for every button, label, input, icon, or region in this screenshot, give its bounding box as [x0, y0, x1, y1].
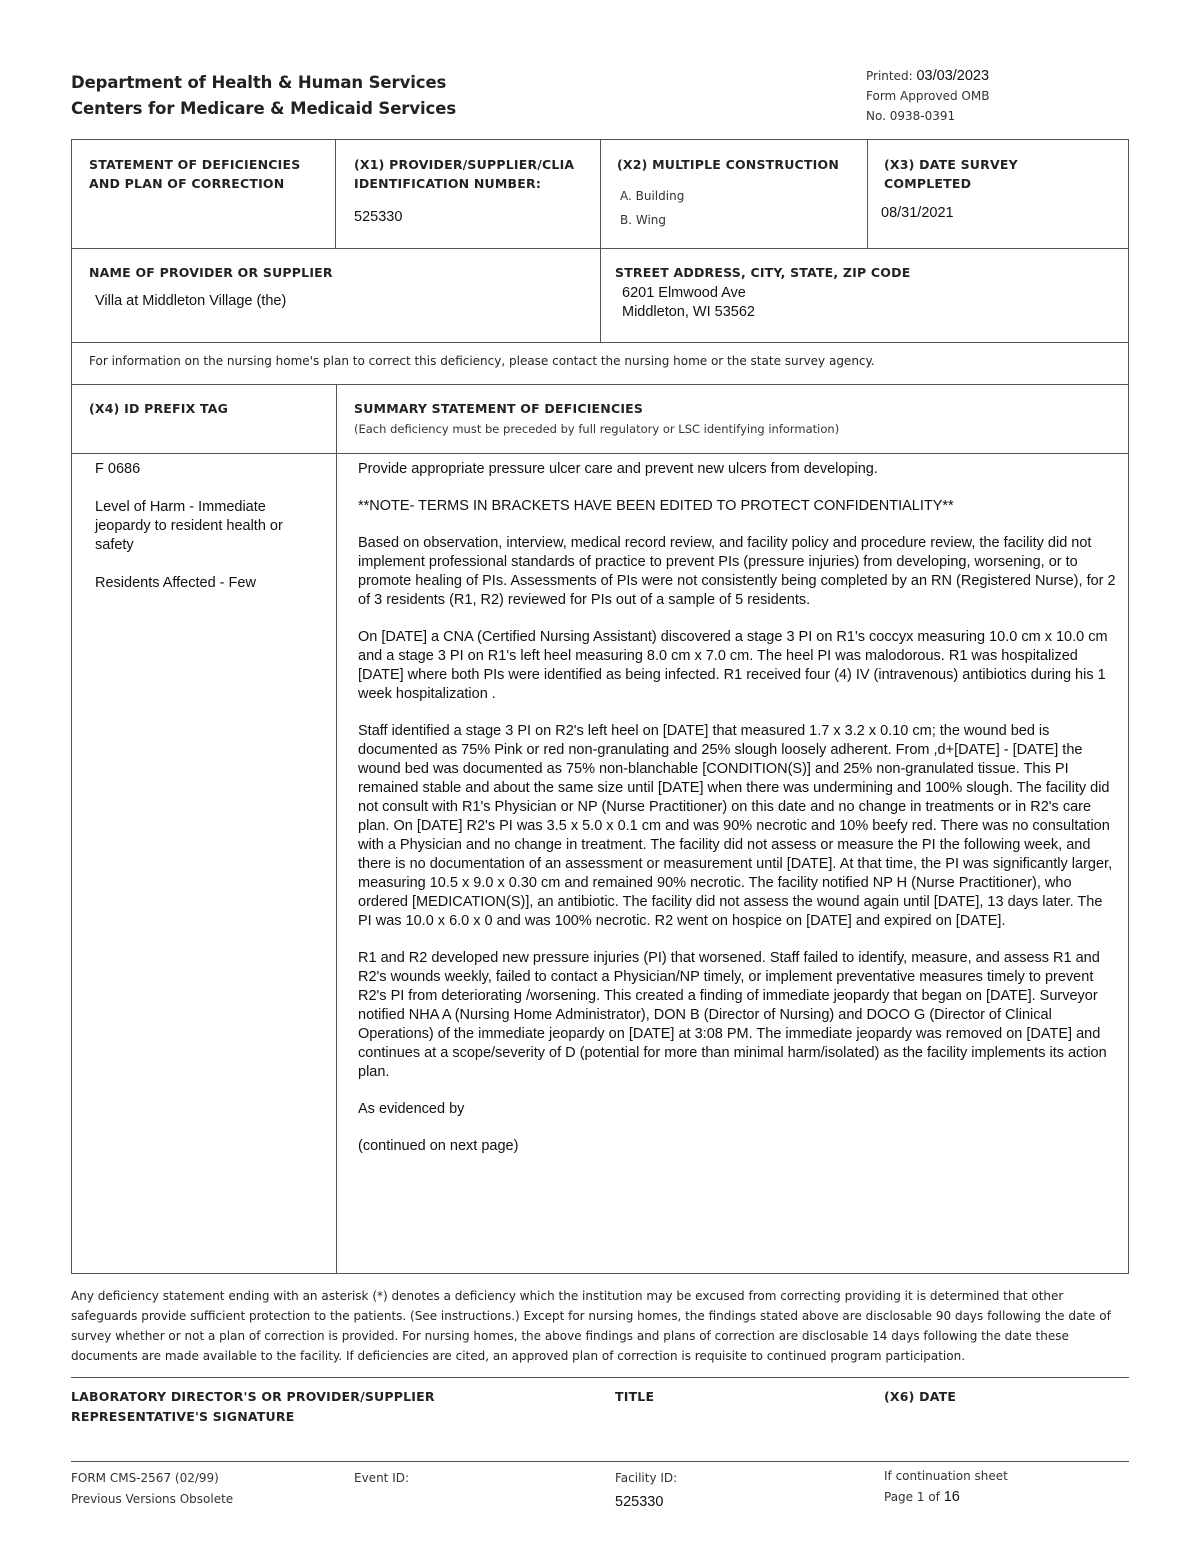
body-col-divider: [336, 384, 337, 1274]
note-divider: [71, 384, 1129, 385]
x6-date-label: (X6) DATE: [884, 1389, 957, 1404]
facility-id-label: Facility ID:: [615, 1471, 678, 1485]
page-info: [884, 1466, 1008, 1508]
residents-affected: Residents Affected - Few: [95, 575, 256, 591]
tag-column: [95, 460, 320, 612]
row2-divider: [71, 342, 1129, 343]
level-of-harm: Level of Harm - Immediate jeopardy to resident health or safety: [95, 499, 283, 553]
body-paragraph-3: Based on observation, interview, medical record review, and facility policy and procedure review, the facility did not implement professional standards of practice to prevent PIs (pressure injuries) from developing, worsening, or to promote healing of PIs. Assessments of PIs were not consistently being completed by an RN (Registered Nurse), for 2 of 3 residents (R1, R2) reviewed for PIs out of a sample of 5 residents.: [358, 535, 1116, 608]
statement-label: STATEMENT OF DEFICIENCIES AND PLAN OF CORRECTION: [89, 157, 301, 191]
continuation-label: If continuation sheet: [884, 1469, 1008, 1483]
deficiency-text: [358, 460, 1118, 1174]
row2-col-divider: [600, 248, 601, 342]
body-paragraph-8: (continued on next page): [358, 1138, 519, 1154]
facility-id-value: 525330: [615, 1494, 664, 1510]
row1-col3-divider: [867, 139, 868, 248]
signature-label: LABORATORY DIRECTOR'S OR PROVIDER/SUPPLIER REPRESENTATIVE'S SIGNATURE: [71, 1389, 435, 1424]
provider-name-label: NAME OF PROVIDER OR SUPPLIER: [89, 265, 333, 280]
x4-label: (X4) ID PREFIX TAG: [89, 401, 229, 416]
body-paragraph-7: As evidenced by: [358, 1101, 465, 1117]
page-total: 16: [943, 1489, 960, 1505]
previous-versions: Previous Versions Obsolete: [71, 1492, 234, 1506]
title-label: TITLE: [615, 1389, 655, 1404]
x3-label: (X3) DATE SURVEY COMPLETED: [884, 157, 1018, 191]
signature-bottom-rule: [71, 1461, 1129, 1462]
x1-label: (X1) PROVIDER/SUPPLIER/CLIA IDENTIFICATION NUMBER:: [354, 157, 575, 191]
printed-date: 03/03/2023: [916, 68, 990, 84]
x3-value: 08/31/2021: [881, 205, 954, 221]
form-info: [71, 1468, 233, 1510]
address-line-1: 6201 Elmwood Ave: [622, 285, 746, 301]
agency-line-1: Department of Health & Human Services: [71, 73, 447, 92]
summary-label: SUMMARY STATEMENT OF DEFICIENCIES: [354, 401, 644, 416]
x2-label: (X2) MULTIPLE CONSTRUCTION: [617, 157, 839, 172]
agency-header: [71, 70, 456, 122]
page-label: Page 1 of: [884, 1490, 940, 1504]
omb-number: No. 0938-0391: [866, 109, 956, 123]
disclaimer: Any deficiency statement ending with an asterisk (*) denotes a deficiency which the institution may be excused from correcting providing it is determined that other safeguards provide sufficient protection to the patients. (See instructions.) Except for nursing homes, the findings stated above are disclosable 90 days following the date of survey whether or not a plan of correction is provided. For nursing homes, the above findings and plans of correction are disclosable 14 days following the date these documents are made available to the facility. If deficiencies are cited, an approved plan of correction is requisite to continued program participation.: [71, 1289, 1111, 1363]
x1-value: 525330: [354, 209, 403, 225]
provider-name-value: Villa at Middleton Village (the): [95, 293, 287, 309]
info-note: For information on the nursing home's plan to correct this deficiency, please contact the nursing home or the state survey agency.: [89, 354, 875, 368]
x2-building: A. Building: [620, 189, 685, 203]
facility-id: [615, 1468, 677, 1513]
printed-label: Printed:: [866, 69, 913, 83]
signature-top-rule: [71, 1377, 1129, 1378]
body-paragraph-2: **NOTE- TERMS IN BRACKETS HAVE BEEN EDITED TO PROTECT CONFIDENTIALITY**: [358, 498, 954, 514]
address-label: STREET ADDRESS, CITY, STATE, ZIP CODE: [615, 265, 911, 280]
x2-wing: B. Wing: [620, 213, 667, 227]
body-paragraph-1: Provide appropriate pressure ulcer care and prevent new ulcers from developing.: [358, 461, 878, 477]
body-paragraph-5: Staff identified a stage 3 PI on R2's left heel on [DATE] that measured 1.7 x 3.2 x 0.10 cm; the wound bed is documented as 75% Pink or red non-granulating and 25% slough loosely adherent. From ,d+[DATE] - [DATE] the wound bed was documented as 75% non-blanchable [CONDITION(S)] and 25% non-granulated tissue. This PI remained stable and about the same size until [DATE] when there was undermining and 100% slough. The facility did not consult with R1's Physician or NP (Nurse Practitioner) on this date and no change in treatments or in R2's care plan. On [DATE] R2's PI was 3.5 x 5.0 x 0.1 cm and was 90% necrotic and 10% beefy red. There was no consultation with a Physician and no change in treatment. The facility did not assess or measure the PI the following week, and there is no documentation of an assessment or measurement until [DATE]. At that time, the PI was significantly larger, measuring 10.5 x 9.0 x 0.30 cm and remained 90% necrotic. The facility notified NP H (Nurse Practitioner), who ordered [MEDICATION(S)], an antibiotic. The facility did not assess the wound again until [DATE], 13 days later. The PI was 10.0 x 6.0 x 0 and was 100% necrotic. R2 went on hospice on [DATE] and expired on [DATE].: [358, 723, 1113, 929]
agency-line-2: Centers for Medicare & Medicaid Services: [71, 99, 457, 118]
body-paragraph-4: On [DATE] a CNA (Certified Nursing Assistant) discovered a stage 3 PI on R1's coccyx measuring 10.0 cm x 10.0 cm and a stage 3 PI on R1's left heel measuring 8.0 cm x 7.0 cm. The heel PI was malodorous. R1 was hospitalized [DATE] where both PIs were identified as being infected. R1 received four (4) IV (intravenous) antibiotics during his 1 week hospitalization .: [358, 629, 1108, 702]
row3-divider: [71, 453, 1129, 454]
summary-sublabel: (Each deficiency must be preceded by full regulatory or LSC identifying information): [354, 422, 840, 436]
row1-col2-divider: [600, 139, 601, 248]
form-name: FORM CMS-2567 (02/99): [71, 1471, 219, 1485]
print-info: [866, 66, 989, 126]
row1-col1-divider: [335, 139, 336, 248]
body-paragraph-6: R1 and R2 developed new pressure injuries (PI) that worsened. Staff failed to identify, measure, and assess R1 and R2's wounds weekly, failed to contact a Physician/NP timely, or implement preventative measures timely to prevent R2's PI from deteriorating /worsening. This created a finding of immediate jeopardy that began on [DATE]. Surveyor notified NHA A (Nursing Home Administrator), DON B (Director of Nursing) and DOCO G (Director of Clinical Operations) of the immediate jeopardy on [DATE] at 3:08 PM. The immediate jeopardy was removed on [DATE] and continues at a scope/severity of D (potential for more than minimal harm/isolated) as the facility implements its action plan.: [358, 950, 1107, 1080]
event-id-label: Event ID:: [354, 1471, 410, 1485]
tag-id: F 0686: [95, 461, 141, 477]
address-line-2: Middleton, WI 53562: [622, 304, 755, 320]
form-approved: Form Approved OMB: [866, 89, 990, 103]
